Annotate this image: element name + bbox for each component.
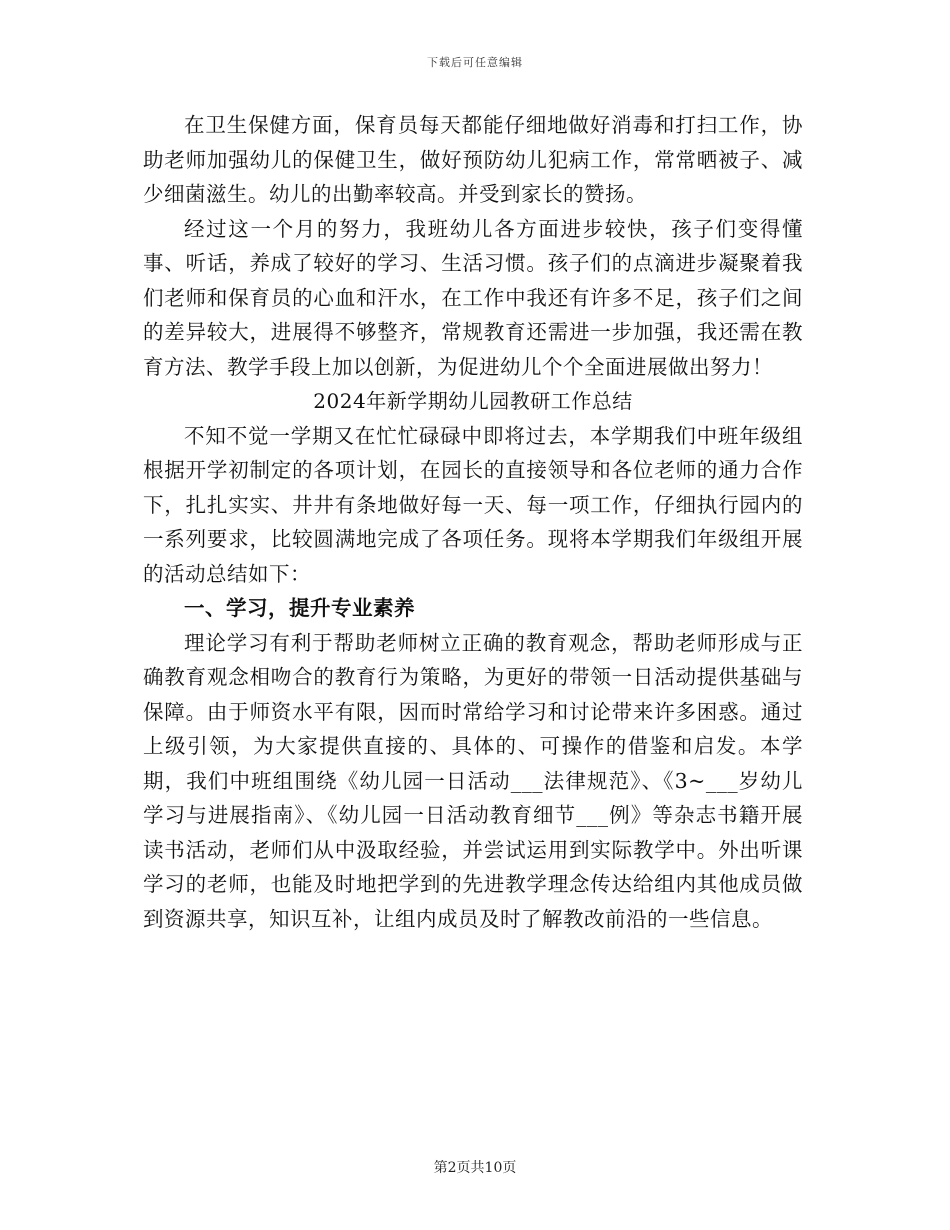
paragraph-intro: 不知不觉一学期又在忙忙碌碌中即将过去，本学期我们中班年级组根据开学初制定的各项计划，在园长的直接领导和各位老师的通力合作下，扎扎实实、井井有条地做好每一天、每一项工作，仔细执行园内的一系列要求，比较圆满地完成了各项任务。现将本学期我们年级组开展的活动总结如下： — [143, 423, 803, 586]
paragraph-hygiene: 在卫生保健方面，保育员每天都能仔细地做好消毒和打扫工作，协助老师加强幼儿的保健卫生，做好预防幼儿犯病工作，常常晒被子、减少细菌滋生。幼儿的出勤率较高。并受到家长的赞扬。 — [143, 113, 803, 206]
article-title: 2024年新学期幼儿园教研工作总结 — [313, 389, 633, 413]
paragraph-study: 理论学习有利于帮助老师树立正确的教育观念，帮助老师形成与正确教育观念相吻合的教育行为策略，为更好的带领一日活动提供基础与保障。由于师资水平有限，因而时常给学习和讨论带来许多困惑。通过上级引领，为大家提供直接的、具体的、可操作的借鉴和启发。本学期，我们中班组围绕《幼儿园一日活动___法律规范》、《3~___岁幼儿学习与进展指南》、《幼儿园一日活动教育细节___例》等杂志书籍开展读书活动，老师们从中汲取经验，并尝试运用到实际教学中。外出听课学习的老师，也能及时地把学到的先进教学理念传达给组内其他成员做到资源共享，知识互补，让组内成员及时了解教改前沿的一些信息。 — [143, 630, 803, 931]
header-note: 下载后可任意编辑 — [427, 56, 523, 69]
paragraph-summary: 经过这一个月的努力，我班幼儿各方面进步较快，孩子们变得懂事、听话，养成了较好的学习、生活习惯。孩子们的点滴进步凝聚着我们老师和保育员的心血和汗水，在工作中我还有许多不足，孩子们之间的差异较大，进展得不够整齐，常规教育还需进一步加强，我还需在教育方法、教学手段上加以创新，为促进幼儿个个全面进展做出努力！ — [143, 216, 803, 379]
section-heading-study: 一、学习，提升专业素养 — [184, 596, 415, 620]
page-number: 第2页共10页 — [433, 1160, 517, 1176]
document-body — [143, 108, 803, 936]
